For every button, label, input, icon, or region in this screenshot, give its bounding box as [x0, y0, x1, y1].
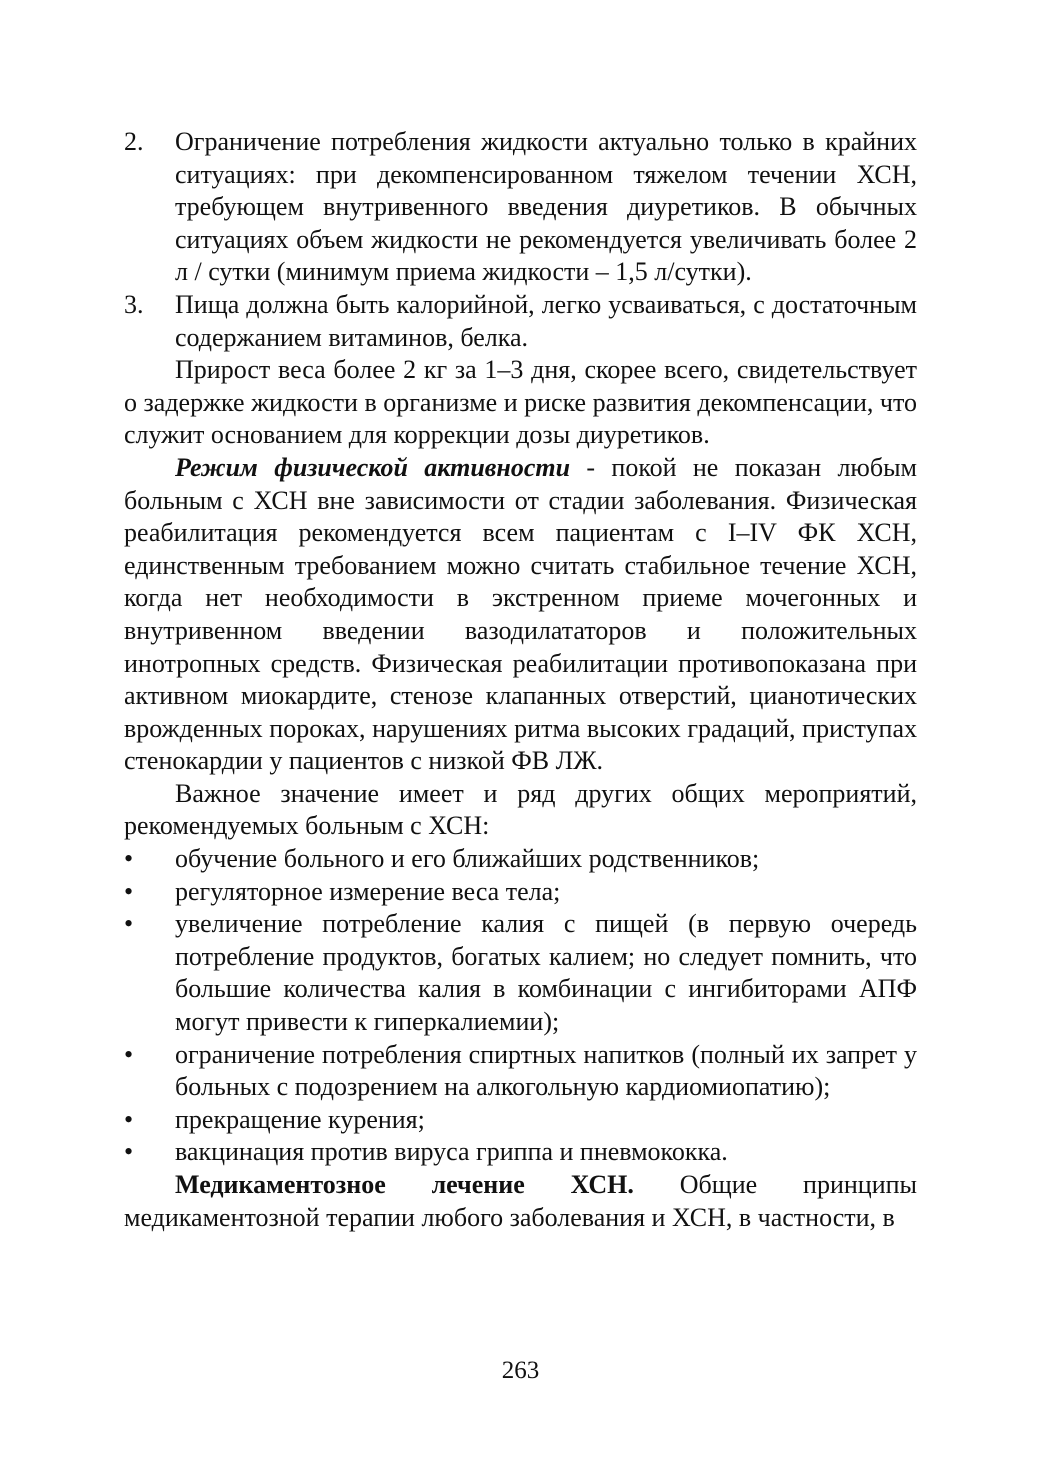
paragraph-general-measures: Важное значение имеет и ряд других общих мероприятий, рекомендуемых больным с ХСН: — [124, 778, 917, 841]
bullet-marker: • — [124, 844, 134, 874]
section-heading-medication: Медикаментозное лечение ХСН. — [175, 1170, 634, 1199]
section-heading-physical-activity: Режим физической активности — [175, 452, 571, 482]
list-item-text: Пища должна быть калорийной, легко усваиваться, с достаточным содержанием витаминов, белка. — [175, 289, 917, 352]
page-body — [124, 126, 917, 1234]
bullet-item — [124, 908, 917, 1038]
bullet-marker: • — [124, 1137, 134, 1167]
paragraph-weight-gain: Прирост веса более 2 кг за 1–3 дня, скорее всего, свидетельствует о задержке жидкости в организме и риске развития декомпенсации, что служит основанием для коррекции дозы диуретиков. — [124, 355, 917, 450]
numbered-item-3 — [124, 289, 917, 354]
bullet-marker: • — [124, 1104, 134, 1134]
page-number: 263 — [501, 1357, 540, 1384]
bullet-marker: • — [124, 909, 134, 939]
bullet-text: вакцинация против вируса гриппа и пневмококка. — [175, 1137, 728, 1167]
list-number: 2. — [124, 127, 144, 156]
bullet-item — [124, 1039, 917, 1104]
paragraph-physical-activity — [124, 452, 917, 778]
bullet-marker: • — [124, 876, 134, 906]
bullet-item — [124, 1104, 917, 1137]
list-item-text: Ограничение потребления жидкости актуально только в крайних ситуациях: при декомпенсированном тяжелом течении ХСН, требующем внутривенного введения диуретиков. В обычных ситуациях объем жидкости не рекомендуется увеличивать более 2 л / сутки (минимум приема жидкости – 1,5 л/сутки). — [175, 127, 917, 287]
bullet-text: обучение больного и его ближайших родственников; — [175, 844, 760, 874]
paragraph-text: - покой не показан любым больным с ХСН вне зависимости от стадии заболевания. Физическая реабилитация рекомендуется всем пациентам с I–IV ФК ХСН, единственным требованием можно считать стабильное течение ХСН, когда нет необходимости в экстренном приеме мочегонных и внутривенном введении вазодилататоров и положительных инотропных средств. Физическая реабилитации противопоказана при активном миокардите, стенозе клапанных отверстий, цианотических врожденных пороках, нарушениях ритма высоких градаций, приступах стенокардии у пациентов с низкой ФВ ЛЖ. — [124, 452, 917, 776]
bullet-text: ограничение потребления спиртных напитков (полный их запрет у больных с подозрением на алкогольную кардиомиопатию); — [175, 1039, 917, 1102]
paragraph-medication — [124, 1169, 917, 1234]
bullet-item — [124, 876, 917, 909]
bullet-text: регуляторное измерение веса тела; — [175, 876, 561, 906]
paragraph-text: Общие принципы медикаментозной терапии любого заболевания и ХСН, в частности, в — [124, 1170, 917, 1232]
bullet-item — [124, 1136, 917, 1169]
bullet-item — [124, 843, 917, 876]
bullet-text: прекращение курения; — [175, 1104, 425, 1134]
bullet-text: увеличение потребление калия с пищей (в первую очередь потребление продуктов, богатых калием; но следует помнить, что большие количества калия в комбинации с ингибиторами АПФ могут привести к гиперкалиемии); — [175, 909, 917, 1037]
numbered-item-2 — [124, 126, 917, 289]
list-number: 3. — [124, 289, 144, 319]
bullet-marker: • — [124, 1039, 134, 1069]
